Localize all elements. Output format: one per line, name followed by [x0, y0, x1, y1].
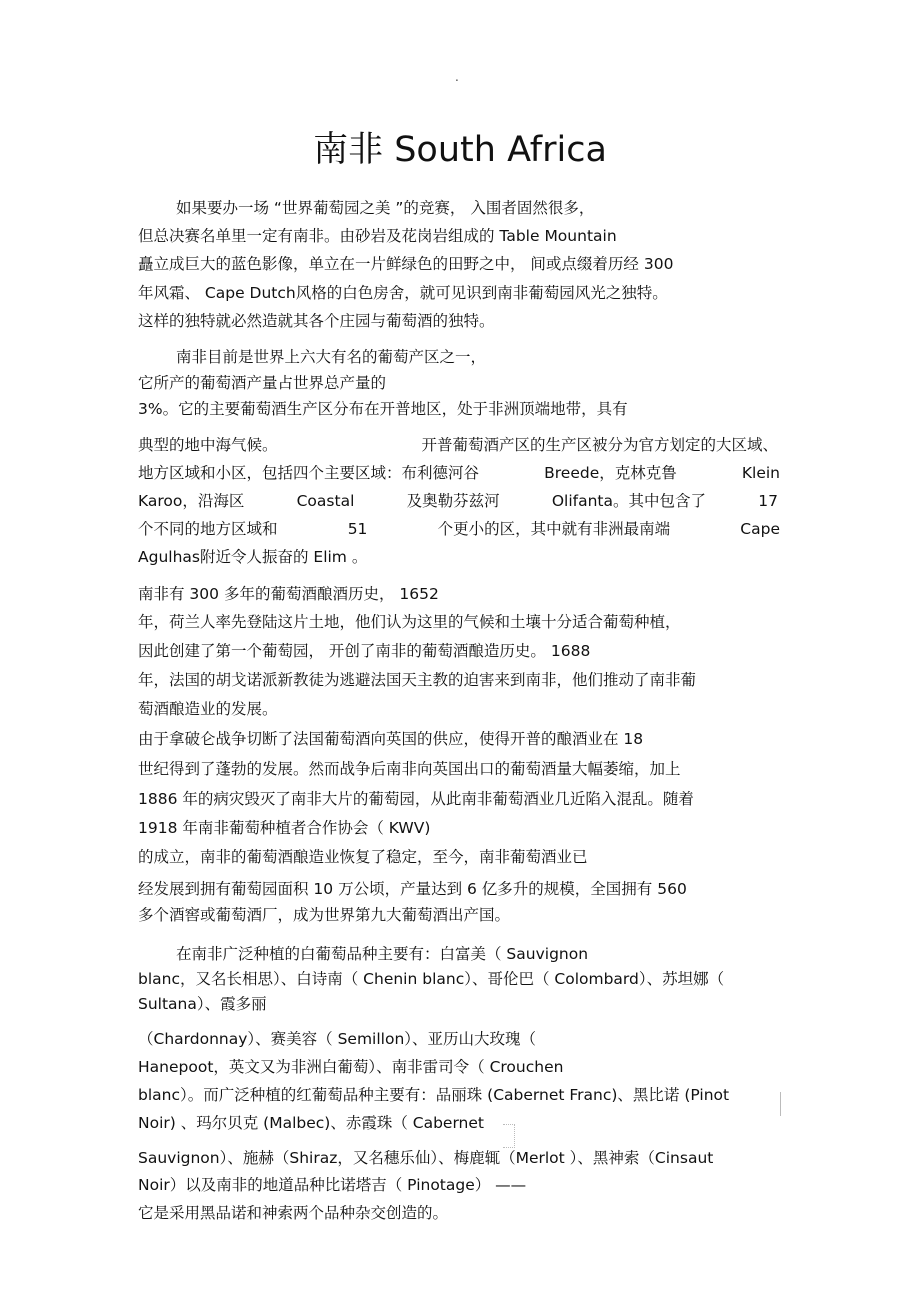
text-segment: Breede，克林克鲁 — [544, 464, 677, 482]
text-line: 萄酒酿造业的发展。 — [138, 700, 278, 718]
text-segment: 典型的地中海气候。 — [138, 436, 278, 454]
text-line: Noir) 、玛尔贝克 (Malbec)、赤霞珠（ Cabernet — [138, 1114, 484, 1132]
text-segment: 开普葡萄酒产区的生产区被分为官方划定的大区域、 — [421, 436, 778, 454]
text-line: Agulhas附近令人振奋的 Elim 。 — [138, 548, 368, 566]
text-line: 矗立成巨大的蓝色影像，单立在一片鲜绿色的田野之中， 间或点缀着历经 300 — [138, 255, 674, 273]
text-line: 世纪得到了蓬勃的发展。然而战争后南非向英国出口的葡萄酒量大幅萎缩，加上 — [138, 760, 681, 778]
text-line — [138, 462, 780, 484]
text-line: 它是采用黑品诺和神索两个品种杂交创造的。 — [138, 1204, 449, 1222]
text-line: （Chardonnay）、赛美容（ Semillon）、亚历山大玫瑰（ — [138, 1030, 537, 1048]
text-line: 因此创建了第一个葡萄园， 开创了南非的葡萄酒酿造历史。 1688 — [138, 642, 591, 660]
text-segment: 及奥勒芬兹河 — [406, 492, 500, 510]
text-line — [138, 518, 780, 540]
text-line: Noir）以及南非的地道品种比诺塔吉（ Pinotage） —— — [138, 1176, 527, 1194]
text-line: 如果要办一场 “世界葡萄园之美 ”的竞赛， 入围者固然很多， — [176, 199, 595, 217]
text-line: 年，荷兰人率先登陆这片土地，他们认为这里的气候和土壤十分适合葡萄种植， — [138, 613, 681, 631]
text-line: 多个酒窖或葡萄酒厂，成为世界第九大葡萄酒出产国。 — [138, 906, 511, 924]
text-line: Sauvignon）、施赫（Shiraz，又名穗乐仙）、梅鹿辄（Merlot ）、黑神索（Cinsaut — [138, 1149, 714, 1167]
text-line: Hanepoot，英文又为非洲白葡萄）、南非雷司令（ Crouchen — [138, 1058, 564, 1076]
page-title: 南非 South Africa — [313, 130, 607, 170]
text-line: 1886 年的病灾毁灭了南非大片的葡萄园，从此南非葡萄酒业几近陷入混乱。随着 — [138, 790, 694, 808]
text-line: 南非有 300 多年的葡萄酒酿酒历史， 1652 — [138, 585, 439, 603]
text-line: 3%。它的主要葡萄酒生产区分布在开普地区，处于非洲顶端地带，具有 — [138, 400, 628, 418]
text-line: 它所产的葡萄酒产量占世界总产量的 — [138, 374, 387, 392]
text-line: blanc，又名长相思）、白诗南（ Chenin blanc）、哥伦巴（ Colombard）、苏坦娜（ — [138, 970, 725, 988]
text-line: 但总决赛名单里一定有南非。由砂岩及花岗岩组成的 Table Mountain — [138, 227, 617, 245]
text-line: 年，法国的胡戈诺派新教徒为逃避法国天主教的迫害来到南非，他们推动了南非葡 — [138, 671, 697, 689]
text-line: 的成立，南非的葡萄酒酿造业恢复了稳定，至今，南非葡萄酒业已 — [138, 848, 588, 866]
header-dot: . — [455, 70, 459, 84]
text-line: Sultana）、霞多丽 — [138, 995, 267, 1013]
text-segment: 地方区域和小区，包括四个主要区域：布利德河谷 — [138, 464, 480, 482]
text-segment: Olifanta。其中包含了 — [551, 492, 706, 510]
text-segment: 个更小的区，其中就有非洲最南端 — [437, 520, 671, 538]
text-segment: 个不同的地方区域和 — [138, 520, 278, 538]
text-line — [138, 490, 778, 512]
text-line: 这样的独特就必然造就其各个庄园与葡萄酒的独特。 — [138, 312, 495, 330]
text-segment: 17 — [758, 492, 778, 510]
scan-artifact-line — [780, 1092, 781, 1116]
text-line: 在南非广泛种植的白葡萄品种主要有：白富美（ Sauvignon — [176, 945, 589, 963]
text-segment: Karoo，沿海区 — [138, 492, 245, 510]
text-line — [138, 434, 778, 456]
text-line: 由于拿破仑战争切断了法国葡萄酒向英国的供应，使得开普的酿酒业在 18 — [138, 730, 644, 748]
text-segment: Cape — [740, 520, 780, 538]
text-segment: Coastal — [296, 492, 355, 510]
text-line: 南非目前是世界上六大有名的葡萄产区之一， — [176, 348, 487, 366]
text-line: 1918 年南非葡萄种植者合作协会（ KWV) — [138, 819, 431, 837]
text-segment: Klein — [741, 464, 780, 482]
text-line: 年风霜、 Cape Dutch风格的白色房舍，就可见识到南非葡萄园风光之独特。 — [138, 284, 668, 302]
text-line: 经发展到拥有葡萄园面积 10 万公顷，产量达到 6 亿多升的规模，全国拥有 560 — [138, 880, 687, 898]
text-line: blanc）。而广泛种植的红葡萄品种主要有：品丽珠 (Cabernet Franc)、黑比诺 (Pinot — [138, 1086, 730, 1104]
text-segment: 51 — [347, 520, 368, 538]
scan-artifact-box — [503, 1124, 515, 1148]
